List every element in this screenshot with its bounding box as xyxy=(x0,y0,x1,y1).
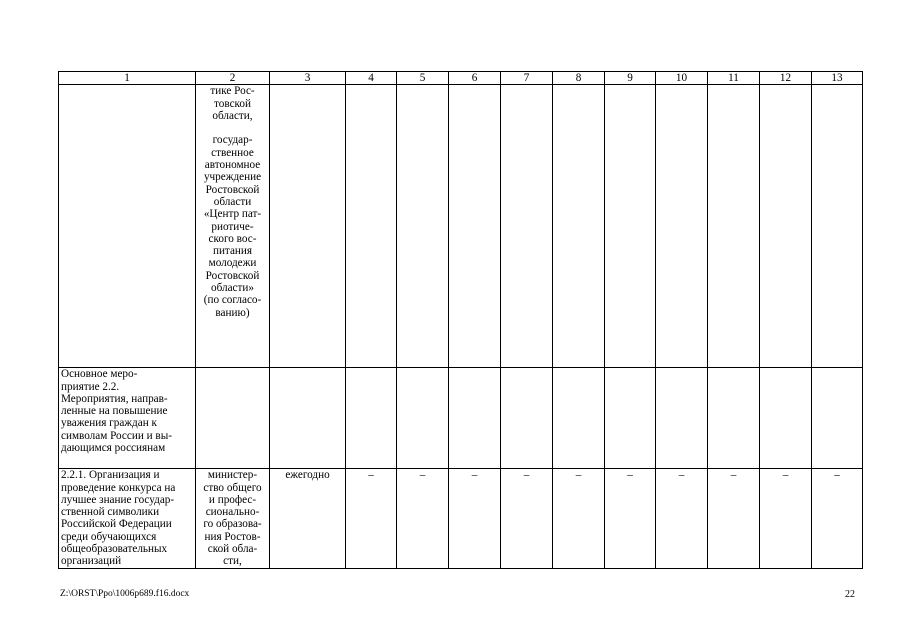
table-row xyxy=(59,85,863,368)
dash-cell: – xyxy=(656,469,708,568)
table-row xyxy=(59,368,863,469)
header-cell: 2 xyxy=(196,72,270,85)
table-cell xyxy=(605,85,656,368)
table-cell xyxy=(708,368,760,469)
dash-cell: – xyxy=(501,469,553,568)
table-cell xyxy=(760,368,812,469)
table-cell xyxy=(346,368,397,469)
table-cell xyxy=(501,85,553,368)
table-cell xyxy=(270,368,346,469)
responsible-executor-cell: тике Рос- товской области, государ- ственное автономное учреждение Ростовской области «Центр пат- риотиче- ского вос- питания молодежи Ростовской области» (по согласо- ванию) xyxy=(196,85,270,368)
period-cell: ежегодно xyxy=(270,469,346,568)
table-cell xyxy=(812,85,863,368)
table-cell xyxy=(397,85,449,368)
dash-cell: – xyxy=(605,469,656,568)
header-cell: 7 xyxy=(501,72,553,85)
dash-cell: – xyxy=(449,469,501,568)
table-cell xyxy=(196,368,270,469)
dash-cell: – xyxy=(812,469,863,568)
header-cell: 10 xyxy=(656,72,708,85)
footer-file-path: Z:\ORST\Ppo\1006p689.f16.docx xyxy=(60,589,190,599)
header-cell: 5 xyxy=(397,72,449,85)
table-cell xyxy=(656,85,708,368)
table-cell xyxy=(553,368,605,469)
table-cell xyxy=(553,85,605,368)
activity-name-cell: 2.2.1. Организация и проведение конкурса на лучшее знание государ- ственной символики Российской Федерации среди обучающихся общеобразовательных организаций xyxy=(59,469,196,568)
table-cell xyxy=(397,368,449,469)
table-cell xyxy=(449,368,501,469)
header-cell: 6 xyxy=(449,72,501,85)
plan-table xyxy=(58,71,863,569)
table-row xyxy=(59,469,863,568)
table-cell xyxy=(59,85,196,368)
table-cell xyxy=(501,368,553,469)
responsible-executor-cell: министер- ство общего и профес- сионально- го образова- ния Ростов- ской обла- сти, xyxy=(196,469,270,568)
header-cell: 11 xyxy=(708,72,760,85)
dash-cell: – xyxy=(708,469,760,568)
table-cell xyxy=(270,85,346,368)
table-cell xyxy=(656,368,708,469)
table-cell xyxy=(605,368,656,469)
table-cell xyxy=(449,85,501,368)
header-cell: 9 xyxy=(605,72,656,85)
header-cell: 13 xyxy=(812,72,863,85)
dash-cell: – xyxy=(346,469,397,568)
table-header-row xyxy=(59,72,863,85)
header-cell: 3 xyxy=(270,72,346,85)
header-cell: 4 xyxy=(346,72,397,85)
dash-cell: – xyxy=(397,469,449,568)
table-cell xyxy=(812,368,863,469)
dash-cell: – xyxy=(760,469,812,568)
page-number: 22 xyxy=(845,589,855,600)
header-cell: 12 xyxy=(760,72,812,85)
table-cell xyxy=(760,85,812,368)
header-cell: 1 xyxy=(59,72,196,85)
table-cell xyxy=(708,85,760,368)
main-activity-cell: Основное меро- приятие 2.2. Мероприятия, направ- ленные на повышение уважения граждан к символам России и вы- дающимся россиянам xyxy=(59,368,196,469)
header-cell: 8 xyxy=(553,72,605,85)
table-cell xyxy=(346,85,397,368)
dash-cell: – xyxy=(553,469,605,568)
